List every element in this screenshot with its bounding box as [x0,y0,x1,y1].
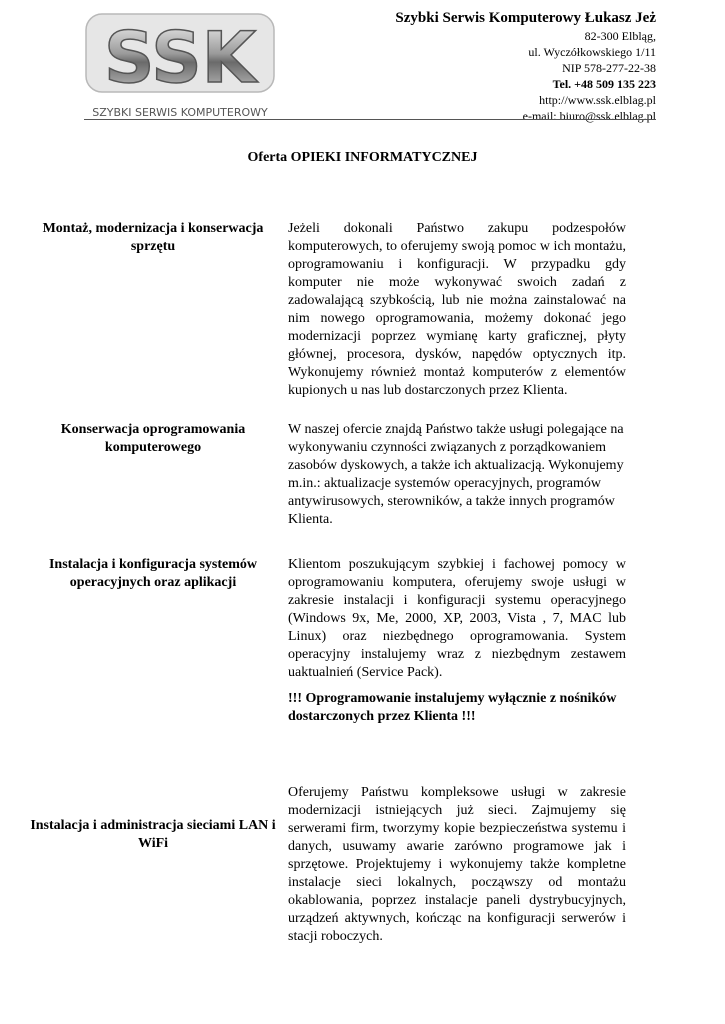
company-nip: NIP 578-277-22-38 [562,61,656,75]
company-name: Szybki Serwis Komputerowy Łukasz Jeż [395,10,656,26]
section-label-software-maintenance: Konserwacja oprogramowania komputerowego [60,422,246,455]
section-label-hardware: Montaż, modernizacja i konserwacja sprzętu [42,221,264,254]
company-phone: Tel. +48 509 135 223 [552,77,656,91]
company-street: ul. Wyczółkowskiego 1/11 [528,45,656,59]
header-divider [84,119,656,120]
document-title: Oferta OPIEKI INFORMATYCZNEJ [247,150,478,165]
section-text-networks: Oferujemy Państwu kompleksowe usługi w zakresie modernizacji istniejących już sieci. Zajmujemy się serwerami firm, tworzymy kopie bezpieczeństwa systemu i danych, usuwamy awarie zarówno programowe jak i sprzętowe. Projektujemy i wykonujemy także kompletne instalacje sieci lokalnych, począwszy od montażu okablowania, poprzez instalacje paneli dystrybucyjnych, urządzeń aktywnych, kończąc na konfiguracji serwerów i stacji roboczych. [288,785,626,944]
company-website[interactable]: http://www.ssk.elblag.pl [539,93,656,107]
company-header [395,8,656,124]
logo-letters: SSK [104,17,256,99]
logo-subtitle: SZYBKI SERWIS KOMPUTEROWY [92,106,268,119]
section-label-networks: Instalacja i administracja sieciami LAN i WiFi [30,818,276,851]
ssk-logo [84,12,276,124]
section-label-os-installation: Instalacja i konfiguracja systemów operacyjnych oraz aplikacji [48,557,258,590]
section-note-os-installation: !!! Oprogramowanie instalujemy wyłącznie z nośników dostarczonych przez Klienta !!! [288,691,617,724]
section-text-software-maintenance: W naszej ofercie znajdą Państwo także usługi polegające na wykonywaniu czynności związanych z porządkowaniem zasobów dyskowych, a także ich aktualizacją. Wykonujemy m.in.: aktualizacje systemów operacyjnych, programów antywirusowych, sterowników, a także innych programów Klienta. [288,422,624,527]
company-email[interactable]: e-mail: biuro@ssk.elblag.pl [522,109,656,123]
section-text-hardware: Jeżeli dokonali Państwo zakupu podzespołów komputerowych, to oferujemy swoją pomoc w ich montażu, oprogramowaniu i konfiguracji. W przypadku gdy komputer nie może wykonywać swoich zadań z zadowalającą szybkością, lub nie można zainstalować na nim nowego oprogramowania, możemy dokonać jego modernizacji poprzez wymianę karty graficznej, płyty głównej, procesora, dysków, napędów optycznych itp. Wykonujemy również montaż komputerów z elementów kupionych u nas lub dostarczonych przez Klienta. [288,221,626,398]
section-text-os-installation: Klientom poszukującym szybkiej i fachowej pomocy w oprogramowaniu komputera, oferujemy swoje usługi w zakresie instalacji i konfiguracji systemu operacyjnego (Windows 9x, Me, 2000, XP, 2003, Vista , 7, MAC lub Linux) oraz niezbędnego oprogramowania. System operacyjny instalujemy wraz z niezbędnym zestawem uaktualnień (Service Pack). [288,557,626,680]
company-city: 82-300 Elbląg, [584,29,656,43]
